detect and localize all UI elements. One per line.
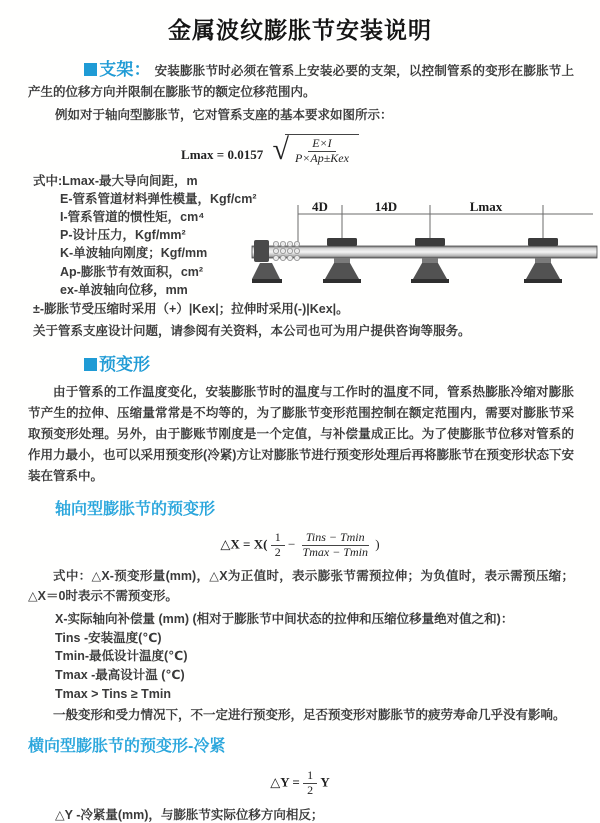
definition-line: I-管系管道的惯性矩，cm⁴ — [60, 210, 205, 224]
support-example-text: 例如对于轴向型膨胀节，它对管系支座的基本要求如图所示： — [55, 108, 393, 122]
pipe-support — [323, 238, 361, 283]
service-note: 关于管系支座设计问题，请参阅有关资料，本公司也可为用户提供咨询等服务。 — [33, 324, 471, 339]
section-bullet-icon — [84, 63, 97, 76]
minus-sign: − — [287, 536, 296, 552]
lmax-formula-fraction — [291, 137, 353, 166]
lateral-formula — [0, 769, 600, 798]
support-intro-text: 安装膨胀节时必须在管系上安装必要的支架，以控制管系的变形在膨胀节上产生的位移方向并限制在膨胀节的额定位移范围内。 — [28, 64, 574, 99]
lateral-formula-rhs: Y — [320, 774, 330, 790]
temp-line: Tmax -最高设计温 (℃) — [55, 668, 185, 683]
temp-line: Tins -安装温度(℃) — [55, 630, 162, 645]
dim-label-4d: 4D — [312, 198, 328, 214]
plus-minus-note: ±-膨胀节受压缩时采用（+）|Kex|；拉伸时采用(-)|Kex|。 — [33, 302, 349, 317]
support-section-heading: 支架： — [99, 60, 151, 79]
definition-line: K-单波轴向刚度；Kgf/mm — [60, 246, 208, 261]
dimension-line — [298, 205, 593, 242]
axial-formula-lhs: △X = X( — [220, 536, 268, 552]
pipe-support — [411, 238, 449, 283]
variable-definitions — [55, 610, 574, 704]
temperature-fraction — [299, 531, 372, 560]
fraction-numerator: 1 — [303, 769, 317, 784]
pipe-support-diagram — [252, 200, 597, 300]
page-title: 金属波纹膨胀节安装说明 — [168, 17, 432, 43]
fraction-denominator: P×Ap±Kex — [294, 150, 349, 165]
predeform-body-text: 由于管系的工作温度变化，安装膨胀节时的温度与工作时的温度不同，管系热膨胀冷缩对膨胀节产生的拉伸、压缩量常常是不均等的，为了膨胀节变形范围控制在额定范围内，需要对膨胀节采取预变形处理。另外，由于膨账节刚度是一个定值，与补偿量成正比。为了使膨胀节位移对管系的作用力最小，也可以采用预变形(冷紧)方让对膨胀节进行预变形处理后再将膨胀节在预变形状态下安装在管系中。 — [28, 385, 574, 484]
definitions-block — [33, 172, 600, 342]
lateral-formula-lhs: △Y = — [270, 774, 300, 790]
definition-line: P-设计压力，Kgf/mm² — [60, 228, 186, 243]
predeform-section-heading-row — [84, 350, 600, 375]
lmax-formula-prefix: Lmax = 0.0157 — [181, 147, 264, 163]
axial-subsection-heading: 轴向型膨胀节的预变形 — [55, 501, 216, 519]
definition-line: Ap-膨胀节有效面积，cm² — [60, 264, 204, 279]
lateral-subsection-heading: 横向型膨胀节的预变形-冷紧 — [28, 737, 226, 755]
pipe — [252, 246, 597, 258]
support-intro-paragraph — [28, 59, 574, 103]
lateral-note-text: △Y -冷紧量(mm)，与膨胀节实际位移方向相反； — [55, 808, 324, 823]
axial-formula — [0, 531, 600, 560]
dim-label-lmax: Lmax — [469, 198, 503, 214]
temp-line: Tmax > Tins ≥ Tmin — [55, 687, 172, 701]
dim-label-14d: 14D — [374, 198, 398, 214]
definition-line: E-管系管道材料弹性模量，Kgf/cm² — [60, 191, 257, 206]
pipe-support — [524, 238, 562, 283]
one-half-fraction — [303, 769, 317, 798]
fraction-numerator: 1 — [271, 531, 285, 546]
sqrt-radical — [272, 134, 358, 166]
section-bullet-icon — [84, 358, 97, 371]
predeform-section-heading: 预变形 — [99, 355, 150, 375]
fraction-numerator: Tins − Tmin — [302, 531, 369, 546]
radical-sign-icon: √ — [272, 133, 289, 167]
temp-line: Tmin-最低设计温度(℃) — [55, 649, 188, 664]
axial-general-note: 一般变形和受力情况下，不一定进行预变形，足否预变形对膨胀节的疲劳寿命几乎没有影响。 — [53, 707, 566, 722]
fraction-numerator: E×I — [308, 137, 335, 152]
fraction-denominator: 2 — [307, 782, 314, 797]
axial-explain-text: 式中：△X-预变形量(mm)，△X为正值时，表示膨张节需预拉伸；为负值时，表示需预压缩；△X＝0时表示不需预变形。 — [28, 568, 574, 604]
x-definition: X-实际轴向补偿量 (mm) (相对于膨胀节中间状态的拉伸和压缩位移量绝对值之和)： — [55, 611, 514, 626]
definition-line: ex-单波轴向位移，mm — [60, 282, 188, 297]
fraction-denominator: 2 — [274, 545, 281, 560]
close-paren: ) — [375, 536, 380, 552]
fraction-denominator: Tmax − Tmin — [302, 545, 368, 560]
one-half-fraction — [271, 531, 285, 560]
lmax-formula — [0, 134, 540, 166]
definition-line: 式中:Lmax-最大导向间距，m — [33, 173, 198, 188]
